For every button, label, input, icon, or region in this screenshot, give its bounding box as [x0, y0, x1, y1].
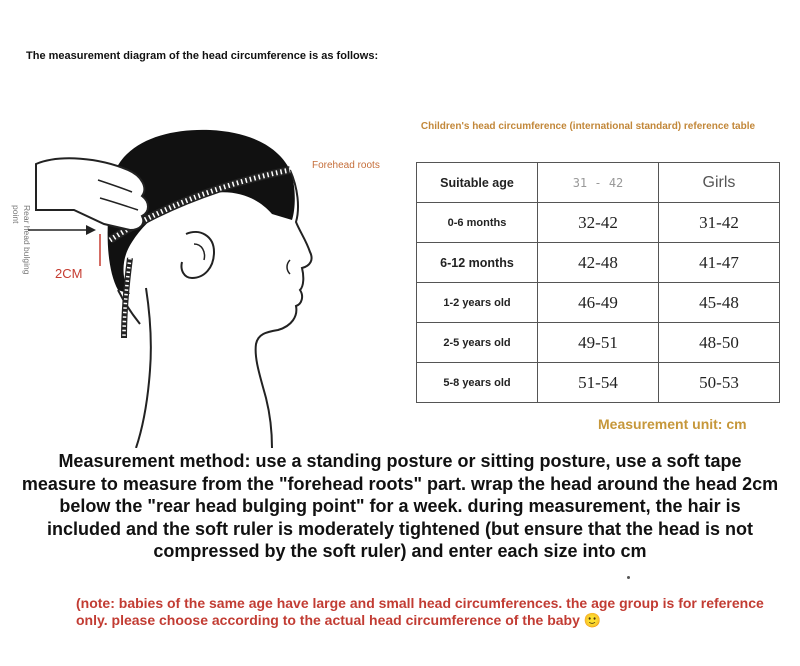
- eye-shape: [287, 260, 290, 274]
- header-girls: Girls: [659, 163, 780, 203]
- ear-shape: [181, 232, 214, 278]
- boys-cell: 46-49: [538, 283, 659, 323]
- table-row: [417, 283, 780, 323]
- page-heading: The measurement diagram of the head circumference is as follows:: [26, 50, 379, 62]
- age-cell: 1-2 years old: [417, 283, 538, 323]
- table-row: [417, 323, 780, 363]
- girls-cell: 41-47: [659, 243, 780, 283]
- boys-cell: 42-48: [538, 243, 659, 283]
- forehead-roots-label: Forehead roots: [312, 160, 380, 171]
- table-row: [417, 243, 780, 283]
- girls-cell: 45-48: [659, 283, 780, 323]
- age-cell: 6-12 months: [417, 243, 538, 283]
- header-age: Suitable age: [417, 163, 538, 203]
- boys-cell: 32-42: [538, 203, 659, 243]
- rear-head-point-label: Rear head bulging point: [11, 205, 32, 275]
- age-cell: 2-5 years old: [417, 323, 538, 363]
- girls-cell: 48-50: [659, 323, 780, 363]
- table-row: [417, 203, 780, 243]
- boys-cell: 51-54: [538, 363, 659, 403]
- head-circumference-table: [416, 162, 780, 403]
- table-header-row: [417, 163, 780, 203]
- note-text: (note: babies of the same age have large and small head circumferences. the age group is for reference only. please choose according to the actual head circumference of the baby 🙂: [76, 595, 764, 628]
- neck-outline: [136, 288, 151, 448]
- table-row: [417, 363, 780, 403]
- back-head-outline: [118, 290, 140, 324]
- age-cell: 5-8 years old: [417, 363, 538, 403]
- measurement-method-text: Measurement method: use a standing posture or sitting posture, use a soft tape measure to measure from the "forehead roots" part. wrap the head around the head 2cm below the "rear head bulging point" for a week. during measurement, the hair is included and the soft ruler is moderately tightened (but ensure that the head is not compressed by the soft ruler) and enter each size into cm: [21, 451, 779, 561]
- girls-cell: 50-53: [659, 363, 780, 403]
- offset-2cm-label: 2CM: [55, 266, 83, 281]
- age-cell: 0-6 months: [417, 203, 538, 243]
- header-boys: 31 - 42: [538, 163, 659, 203]
- stray-dot: [627, 576, 630, 579]
- ear-inner: [194, 244, 205, 260]
- girls-cell: 31-42: [659, 203, 780, 243]
- table-title: Children's head circumference (international standard) reference table: [420, 121, 756, 132]
- boys-cell: 49-51: [538, 323, 659, 363]
- measurement-unit-label: Measurement unit: cm: [598, 416, 747, 432]
